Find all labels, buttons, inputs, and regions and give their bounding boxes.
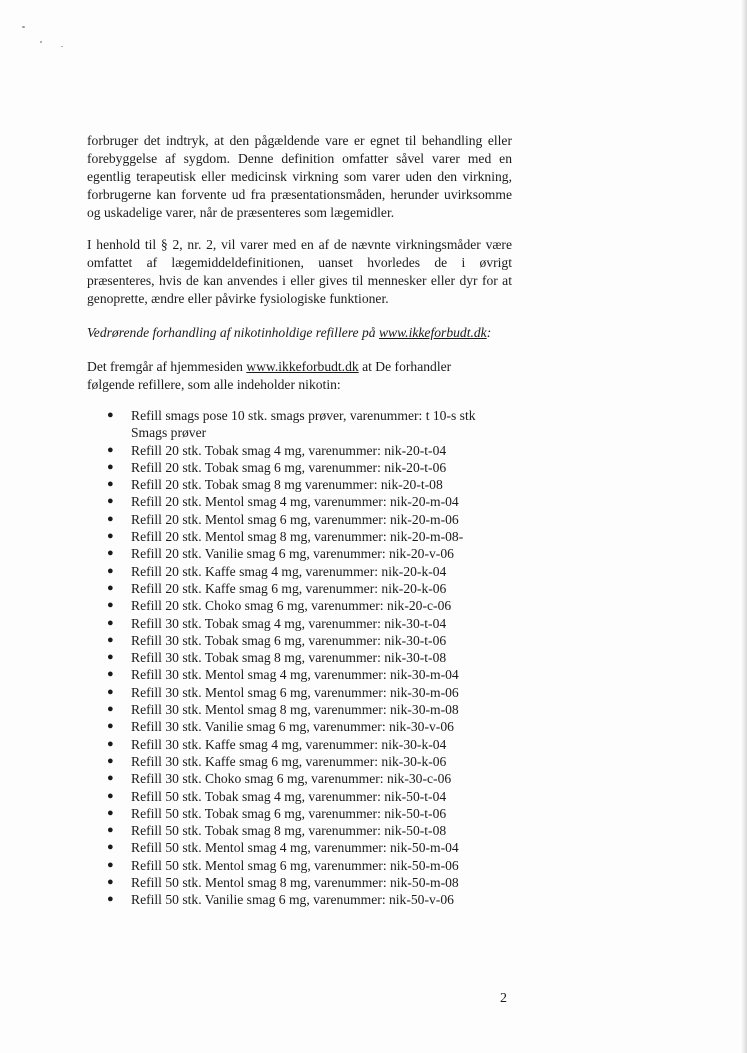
bullet-icon: ●	[107, 478, 114, 491]
list-item-text: Refill 20 stk. Vanilie smag 6 mg, varenummer: nik-20-v-06	[131, 546, 454, 562]
list-item-text: Refill 50 stk. Mentol smag 6 mg, varenummer: nik-50-m-06	[131, 857, 459, 873]
list-item	[107, 580, 476, 597]
bullet-icon: ●	[107, 547, 114, 560]
scan-edge-shadow	[741, 0, 747, 1053]
bullet-icon: ●	[107, 616, 114, 629]
paragraph-line: forbruger det indtryk, at den pågældende vare er egnet til behandling eller	[87, 133, 512, 148]
list-item-text: Refill 20 stk. Choko smag 6 mg, varenummer: nik-20-c-06	[131, 598, 452, 614]
list-item	[107, 788, 476, 805]
bullet-icon: ●	[107, 841, 114, 854]
bullet-icon: ●	[107, 720, 114, 733]
list-item-text: Refill 50 stk. Vanilie smag 6 mg, varenummer: nik-50-v-06	[131, 892, 454, 908]
bullet-icon: ●	[107, 530, 114, 543]
list-item-text: Refill 20 stk. Kaffe smag 4 mg, varenummer: nik-20-k-04	[131, 563, 447, 579]
list-item-text: Refill 30 stk. Choko smag 6 mg, varenummer: nik-30-c-06	[131, 771, 452, 787]
list-item	[107, 684, 476, 701]
section-heading-link[interactable]: www.ikkeforbudt.dk	[378, 325, 487, 340]
bullet-icon: ●	[107, 651, 114, 664]
bullet-icon: ●	[107, 409, 114, 421]
list-item	[107, 891, 476, 908]
list-item	[107, 874, 476, 891]
paragraph-line: forbrugerne kan forvente ud fra præsentationsmåden, herunder uvirksomme	[87, 187, 512, 202]
bullet-icon: ●	[107, 703, 114, 716]
list-item-continuation: Smags prøver	[131, 425, 207, 441]
list-item	[107, 649, 476, 666]
list-item-text: Refill 50 stk. Mentol smag 8 mg, varenummer: nik-50-m-08	[131, 875, 459, 891]
bullet-icon: ●	[107, 495, 114, 508]
list-item-text: Refill 20 stk. Mentol smag 6 mg, varenummer: nik-20-m-06	[131, 511, 459, 527]
list-item-text: Refill 20 stk. Kaffe smag 6 mg, varenummer: nik-20-k-06	[131, 580, 447, 596]
list-item	[107, 597, 476, 614]
section-heading	[87, 324, 491, 342]
section-heading-text: Vedrørende forhandling af nikotinholdige refillere på	[87, 325, 379, 340]
list-item-text: Refill 30 stk. Kaffe smag 6 mg, varenummer: nik-30-k-06	[131, 753, 447, 769]
list-item-text: Refill 50 stk. Tobak smag 8 mg, varenummer: nik-50-t-08	[131, 823, 447, 839]
list-item	[107, 563, 476, 580]
list-item-text: Refill 50 stk. Tobak smag 4 mg, varenummer: nik-50-t-04	[131, 788, 447, 804]
intro-paragraph	[87, 358, 512, 394]
list-item	[107, 701, 476, 718]
list-item-text: Refill 30 stk. Tobak smag 8 mg, varenummer: nik-30-t-08	[131, 650, 447, 666]
bullet-icon: ●	[107, 789, 114, 802]
paragraph-line: præsenteres, hvis de kan anvendes i eller gives til mennesker eller dyr for at	[87, 273, 512, 288]
section-heading-suffix: :	[486, 325, 492, 340]
paragraph-section-2	[87, 236, 512, 308]
list-item-text: Refill 20 stk. Tobak smag 4 mg, varenummer: nik-20-t-04	[131, 442, 447, 458]
list-item	[107, 839, 476, 856]
intro-line-1	[87, 358, 512, 376]
bullet-icon: ●	[107, 876, 114, 889]
bullet-icon: ●	[107, 754, 114, 767]
list-item	[107, 407, 476, 442]
list-item-text: Refill 30 stk. Mentol smag 4 mg, varenummer: nik-30-m-04	[131, 667, 459, 683]
list-item-text: Refill 20 stk. Mentol smag 4 mg, varenummer: nik-20-m-04	[131, 494, 459, 510]
paragraph-line: genoprette, ændre eller påvirke fysiologiske funktioner.	[87, 291, 389, 306]
bullet-icon: ●	[107, 858, 114, 871]
bullet-icon: ●	[107, 443, 114, 456]
list-item-text: Refill smags pose 10 stk. smags prøver, varenummer: t 10-s stk	[131, 408, 476, 423]
list-item	[107, 822, 476, 839]
list-item	[107, 442, 476, 459]
paragraph-line: forebyggelse af sygdom. Denne definition omfatter såvel varer med en	[87, 151, 512, 166]
paragraph-line: egentlig terapeutisk eller medicinsk virkning som varer uden den virkning,	[87, 169, 512, 184]
list-item-text: Refill 50 stk. Mentol smag 4 mg, varenummer: nik-50-m-04	[131, 840, 459, 856]
list-item-text: Refill 50 stk. Tobak smag 6 mg, varenummer: nik-50-t-06	[131, 805, 447, 821]
list-item	[107, 857, 476, 874]
list-item	[107, 666, 476, 683]
list-item	[107, 493, 476, 510]
list-item	[107, 770, 476, 787]
list-item	[107, 718, 476, 735]
list-item-text: Refill 20 stk. Tobak smag 8 mg varenummer: nik-20-t-08	[131, 477, 443, 493]
list-item	[107, 615, 476, 632]
scan-speck	[61, 46, 63, 47]
intro-prefix: Det fremgår af hjemmesiden	[87, 359, 247, 374]
list-item	[107, 459, 476, 476]
paragraph-line: og uskadelige varer, når de præsenteres som lægemidler.	[87, 205, 395, 220]
intro-line-2: følgende refillere, som alle indeholder nikotin:	[87, 377, 341, 392]
page-number: 2	[500, 991, 507, 1006]
list-item-text: Refill 30 stk. Mentol smag 8 mg, varenummer: nik-30-m-08	[131, 702, 459, 718]
list-item	[107, 528, 476, 545]
list-item	[107, 632, 476, 649]
scan-speck	[22, 26, 25, 28]
bullet-icon: ●	[107, 599, 114, 612]
paragraph-line: I henhold til § 2, nr. 2, vil varer med en af de nævnte virkningsmåder være	[87, 237, 512, 252]
list-item-text: Refill 30 stk. Vanilie smag 6 mg, varenummer: nik-30-v-06	[131, 719, 454, 735]
list-item-text: Refill 20 stk. Tobak smag 6 mg, varenummer: nik-20-t-06	[131, 459, 447, 475]
bullet-icon: ●	[107, 581, 114, 594]
intro-link[interactable]: www.ikkeforbudt.dk	[246, 359, 359, 374]
bullet-icon: ●	[107, 685, 114, 698]
paragraph-line: omfattet af lægemiddeldefinitionen, uanset hvorledes de i øvrigt	[87, 255, 512, 270]
list-item	[107, 736, 476, 753]
bullet-icon: ●	[107, 893, 114, 906]
list-item	[107, 511, 476, 528]
list-item	[107, 753, 476, 770]
paragraph-definition	[87, 132, 512, 222]
scan-speck	[40, 41, 42, 43]
list-item	[107, 545, 476, 562]
bullet-icon: ●	[107, 824, 114, 837]
bullet-icon: ●	[107, 564, 114, 577]
list-item-text: Refill 30 stk. Tobak smag 6 mg, varenummer: nik-30-t-06	[131, 632, 447, 648]
list-item-text: Refill 30 stk. Mentol smag 6 mg, varenummer: nik-30-m-06	[131, 684, 459, 700]
list-item-text: Refill 20 stk. Mentol smag 8 mg, varenummer: nik-20-m-08-	[131, 529, 464, 545]
bullet-icon: ●	[107, 512, 114, 525]
intro-suffix: at De forhandler	[358, 359, 452, 374]
bullet-icon: ●	[107, 806, 114, 819]
bullet-icon: ●	[107, 772, 114, 785]
list-item-text: Refill 30 stk. Tobak smag 4 mg, varenummer: nik-30-t-04	[131, 615, 447, 631]
bullet-icon: ●	[107, 668, 114, 681]
list-item	[107, 476, 476, 493]
list-item	[107, 805, 476, 822]
bullet-icon: ●	[107, 737, 114, 750]
bullet-icon: ●	[107, 633, 114, 646]
bullet-icon: ●	[107, 460, 114, 473]
product-list	[107, 407, 476, 909]
list-item-text: Refill 30 stk. Kaffe smag 4 mg, varenummer: nik-30-k-04	[131, 736, 447, 752]
